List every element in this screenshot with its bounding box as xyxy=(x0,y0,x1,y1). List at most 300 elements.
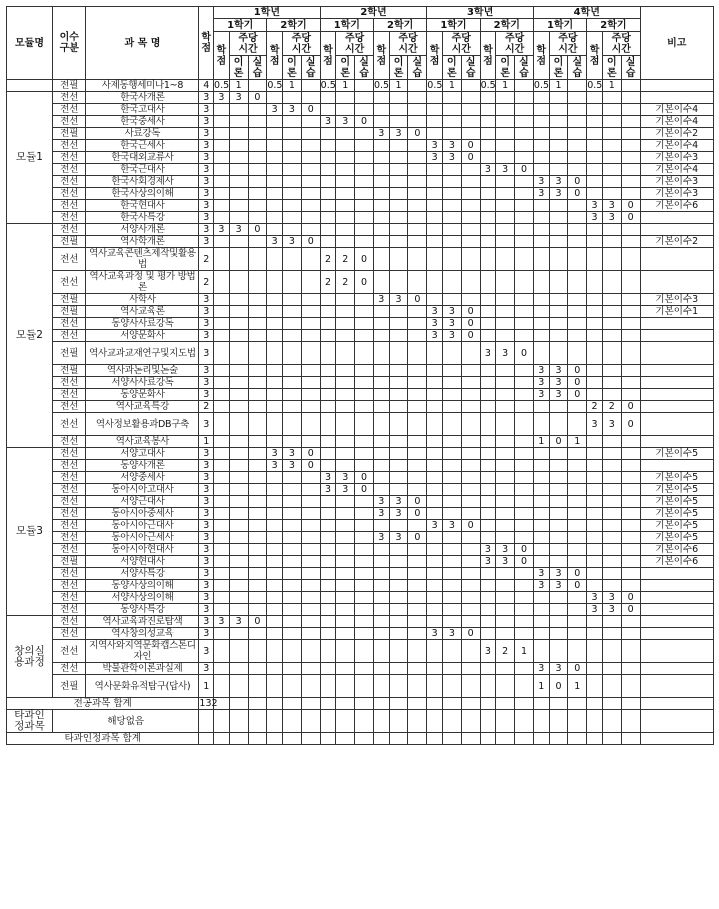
course-type: 전선 xyxy=(53,448,86,460)
credit-subheader: 학 점 xyxy=(480,32,496,80)
course-credits: 3 xyxy=(199,484,214,496)
semester-cell xyxy=(214,389,230,401)
semester-cell xyxy=(621,544,640,556)
semester-cell xyxy=(533,592,549,604)
semester-cell xyxy=(496,248,515,271)
semester-cell: 3 xyxy=(587,592,603,604)
semester-cell xyxy=(549,164,568,176)
empty-cell xyxy=(283,710,302,733)
semester-cell xyxy=(621,152,640,164)
semester-cell xyxy=(549,152,568,164)
semester-cell xyxy=(301,592,320,604)
course-note: 기본이수6 xyxy=(640,200,713,212)
semester-cell xyxy=(267,532,283,544)
semester-cell xyxy=(515,248,534,271)
semester-cell xyxy=(587,389,603,401)
semester-cell xyxy=(408,377,427,389)
course-name: 동양문화사 xyxy=(86,389,199,401)
semester-cell xyxy=(442,212,461,224)
semester-cell xyxy=(320,104,336,116)
semester-cell xyxy=(480,604,496,616)
semester-cell xyxy=(267,212,283,224)
semester-header: 1학기 xyxy=(214,19,267,32)
semester-cell xyxy=(515,616,534,628)
semester-cell xyxy=(373,306,389,318)
semester-cell xyxy=(602,556,621,568)
semester-cell xyxy=(373,248,389,271)
semester-cell: 3 xyxy=(389,532,408,544)
semester-cell xyxy=(389,377,408,389)
semester-cell xyxy=(568,80,587,92)
semester-cell xyxy=(515,663,534,675)
semester-cell: 0 xyxy=(549,436,568,448)
semester-cell xyxy=(229,330,248,342)
semester-cell xyxy=(229,520,248,532)
semester-cell: 3 xyxy=(389,508,408,520)
semester-cell: 0 xyxy=(621,200,640,212)
course-row xyxy=(7,556,714,568)
semester-cell xyxy=(336,342,355,365)
semester-cell xyxy=(248,248,267,271)
semester-cell: 2 xyxy=(496,640,515,663)
semester-cell xyxy=(427,236,443,248)
semester-cell xyxy=(355,164,374,176)
semester-cell xyxy=(336,568,355,580)
semester-cell xyxy=(496,484,515,496)
semester-cell xyxy=(587,628,603,640)
empty-cell xyxy=(283,733,302,745)
semester-cell xyxy=(267,472,283,484)
semester-cell: 3 xyxy=(373,532,389,544)
semester-cell xyxy=(248,128,267,140)
semester-cell xyxy=(267,248,283,271)
semester-cell xyxy=(496,236,515,248)
semester-cell xyxy=(549,556,568,568)
semester-cell xyxy=(621,306,640,318)
semester-cell xyxy=(568,448,587,460)
semester-cell xyxy=(301,640,320,663)
semester-cell xyxy=(408,164,427,176)
semester-cell xyxy=(248,271,267,294)
semester-cell xyxy=(408,306,427,318)
semester-cell xyxy=(267,389,283,401)
course-credits: 3 xyxy=(199,389,214,401)
semester-cell xyxy=(496,294,515,306)
course-note xyxy=(640,568,713,580)
semester-cell xyxy=(442,496,461,508)
semester-cell xyxy=(283,640,302,663)
course-credits: 3 xyxy=(199,377,214,389)
empty-cell xyxy=(442,698,461,710)
course-note: 기본이수5 xyxy=(640,472,713,484)
semester-cell xyxy=(408,224,427,236)
semester-cell xyxy=(587,152,603,164)
semester-cell xyxy=(283,472,302,484)
course-note xyxy=(640,592,713,604)
semester-cell xyxy=(480,200,496,212)
semester-cell xyxy=(355,224,374,236)
semester-cell: 3 xyxy=(533,568,549,580)
semester-cell xyxy=(587,484,603,496)
semester-cell xyxy=(229,152,248,164)
semester-cell: 3 xyxy=(427,628,443,640)
semester-cell xyxy=(389,436,408,448)
semester-cell xyxy=(301,342,320,365)
weekly-hours-subheader: 주당 시간 xyxy=(336,32,374,56)
semester-cell xyxy=(587,330,603,342)
semester-cell xyxy=(408,116,427,128)
semester-cell xyxy=(336,176,355,188)
empty-cell xyxy=(549,710,568,733)
semester-cell xyxy=(496,460,515,472)
semester-cell xyxy=(515,236,534,248)
empty-cell xyxy=(320,733,336,745)
semester-cell xyxy=(515,92,534,104)
course-note xyxy=(640,675,713,698)
semester-cell xyxy=(496,663,515,675)
semester-cell: 0.5 xyxy=(320,80,336,91)
semester-cell xyxy=(496,675,515,698)
empty-cell xyxy=(568,698,587,710)
semester-cell xyxy=(602,580,621,592)
semester-cell: 3 xyxy=(214,92,230,104)
semester-cell xyxy=(515,365,534,377)
course-name: 사학사 xyxy=(86,294,199,306)
empty-cell xyxy=(427,698,443,710)
course-credits: 3 xyxy=(199,236,214,248)
semester-cell xyxy=(373,663,389,675)
semester-cell xyxy=(442,460,461,472)
semester-cell xyxy=(283,496,302,508)
other-dept-total-label: 타과인정과목 합계 xyxy=(7,733,199,745)
semester-cell xyxy=(283,663,302,675)
semester-cell xyxy=(533,128,549,140)
semester-cell xyxy=(355,640,374,663)
credit-subheader: 학 점 xyxy=(427,32,443,80)
semester-cell: 2 xyxy=(336,271,355,294)
major-total-label: 전공과목 합계 xyxy=(7,698,199,710)
semester-cell xyxy=(389,628,408,640)
semester-cell: 3 xyxy=(336,116,355,128)
semester-cell xyxy=(621,318,640,330)
semester-cell xyxy=(229,544,248,556)
semester-cell: 3 xyxy=(602,604,621,616)
semester-cell xyxy=(389,176,408,188)
semester-cell xyxy=(496,224,515,236)
course-note: 기본이수6 xyxy=(640,544,713,556)
semester-header: 1학기 xyxy=(427,19,480,32)
semester-cell xyxy=(427,342,443,365)
course-credits: 3 xyxy=(199,212,214,224)
empty-cell xyxy=(336,733,355,745)
theory-subheader: 이 론 xyxy=(389,56,408,80)
course-name: 역사교육특강 xyxy=(86,401,199,413)
semester-cell xyxy=(587,188,603,200)
semester-cell xyxy=(336,330,355,342)
semester-cell: 1 xyxy=(568,675,587,698)
semester-cell xyxy=(515,413,534,436)
practice-subheader: 실 습 xyxy=(461,56,480,80)
semester-cell xyxy=(283,248,302,271)
course-credits: 3 xyxy=(199,176,214,188)
semester-cell xyxy=(336,460,355,472)
semester-cell xyxy=(442,556,461,568)
semester-cell xyxy=(355,318,374,330)
course-type: 전선 xyxy=(53,377,86,389)
semester-cell: 0 xyxy=(621,604,640,616)
course-credits: 3 xyxy=(199,568,214,580)
empty-cell xyxy=(248,733,267,745)
empty-cell xyxy=(533,710,549,733)
semester-cell xyxy=(408,568,427,580)
semester-cell xyxy=(373,116,389,128)
semester-cell xyxy=(320,377,336,389)
semester-cell xyxy=(336,616,355,628)
semester-cell xyxy=(229,342,248,365)
semester-cell xyxy=(568,294,587,306)
semester-cell xyxy=(267,271,283,294)
course-credits: 3 xyxy=(199,448,214,460)
semester-cell xyxy=(533,401,549,413)
course-credits: 1 xyxy=(199,436,214,448)
credit-subheader: 학 점 xyxy=(320,32,336,80)
semester-cell xyxy=(533,532,549,544)
semester-cell: 3 xyxy=(283,460,302,472)
course-note xyxy=(640,389,713,401)
course-row xyxy=(7,188,714,200)
semester-cell xyxy=(461,92,480,104)
empty-cell xyxy=(480,733,496,745)
semester-cell xyxy=(533,604,549,616)
semester-cell xyxy=(442,675,461,698)
semester-cell xyxy=(301,556,320,568)
semester-cell xyxy=(214,413,230,436)
semester-cell xyxy=(602,104,621,116)
semester-cell xyxy=(373,580,389,592)
course-note xyxy=(640,663,713,675)
semester-cell xyxy=(389,592,408,604)
course-row xyxy=(7,616,714,628)
semester-cell xyxy=(267,365,283,377)
course-name: 동양사상의이해 xyxy=(86,580,199,592)
semester-cell: 3 xyxy=(587,212,603,224)
semester-cell xyxy=(320,389,336,401)
semester-cell xyxy=(408,342,427,365)
semester-cell xyxy=(214,330,230,342)
semester-cell xyxy=(568,616,587,628)
semester-cell: 3 xyxy=(214,616,230,628)
semester-cell xyxy=(621,80,640,92)
course-name: 동아시아중세사 xyxy=(86,508,199,520)
semester-cell xyxy=(248,604,267,616)
semester-cell xyxy=(283,271,302,294)
semester-cell xyxy=(461,200,480,212)
semester-cell xyxy=(355,436,374,448)
semester-cell xyxy=(301,248,320,271)
empty-cell xyxy=(621,733,640,745)
semester-cell xyxy=(267,413,283,436)
semester-cell xyxy=(480,520,496,532)
semester-cell xyxy=(568,472,587,484)
course-row xyxy=(7,568,714,580)
semester-cell xyxy=(336,164,355,176)
semester-cell xyxy=(214,448,230,460)
course-credits: 3 xyxy=(199,580,214,592)
semester-cell xyxy=(480,271,496,294)
semester-cell xyxy=(389,140,408,152)
semester-cell xyxy=(442,236,461,248)
semester-cell xyxy=(515,306,534,318)
semester-cell xyxy=(480,212,496,224)
semester-cell: 3 xyxy=(373,294,389,306)
semester-cell xyxy=(602,663,621,675)
semester-cell xyxy=(214,592,230,604)
semester-cell: 2 xyxy=(320,271,336,294)
empty-cell xyxy=(533,733,549,745)
course-credits: 3 xyxy=(199,616,214,628)
semester-cell xyxy=(389,306,408,318)
semester-cell xyxy=(301,318,320,330)
semester-cell: 0 xyxy=(568,389,587,401)
semester-cell: 3 xyxy=(496,342,515,365)
semester-cell xyxy=(587,164,603,176)
practice-subheader: 실 습 xyxy=(301,56,320,80)
course-row xyxy=(7,401,714,413)
semester-cell xyxy=(587,472,603,484)
semester-cell xyxy=(533,460,549,472)
semester-cell xyxy=(336,200,355,212)
semester-cell xyxy=(549,496,568,508)
semester-cell xyxy=(442,92,461,104)
semester-cell xyxy=(320,520,336,532)
semester-cell xyxy=(389,365,408,377)
course-note xyxy=(640,401,713,413)
course-note xyxy=(640,80,713,92)
course-row xyxy=(7,92,714,104)
semester-cell: 0 xyxy=(355,271,374,294)
semester-cell xyxy=(248,342,267,365)
semester-cell xyxy=(515,401,534,413)
semester-cell xyxy=(621,176,640,188)
course-type: 전선 xyxy=(53,640,86,663)
course-credits: 3 xyxy=(199,318,214,330)
semester-cell: 3 xyxy=(549,377,568,389)
course-note: 기본이수4 xyxy=(640,116,713,128)
semester-cell xyxy=(602,568,621,580)
course-row xyxy=(7,460,714,472)
semester-cell xyxy=(373,484,389,496)
semester-cell xyxy=(408,544,427,556)
semester-cell: 0 xyxy=(621,212,640,224)
semester-cell: 3 xyxy=(389,294,408,306)
course-type: 전선 xyxy=(53,413,86,436)
semester-cell xyxy=(389,248,408,271)
semester-cell xyxy=(248,484,267,496)
semester-cell xyxy=(461,389,480,401)
credit-subheader: 학 점 xyxy=(267,32,283,80)
semester-cell xyxy=(442,436,461,448)
semester-cell xyxy=(214,675,230,698)
course-note xyxy=(640,436,713,448)
semester-cell xyxy=(408,448,427,460)
semester-cell xyxy=(442,294,461,306)
course-credits: 2 xyxy=(199,401,214,413)
semester-cell xyxy=(408,604,427,616)
year-1-header: 1학년 xyxy=(214,7,321,19)
semester-cell xyxy=(229,212,248,224)
semester-cell xyxy=(621,104,640,116)
course-name: 역사교육봉사 xyxy=(86,436,199,448)
semester-cell xyxy=(480,128,496,140)
module-header: 모듈명 xyxy=(7,7,53,80)
semester-cell xyxy=(355,532,374,544)
semester-cell xyxy=(549,448,568,460)
semester-cell xyxy=(621,675,640,698)
semester-cell xyxy=(587,294,603,306)
semester-cell xyxy=(515,604,534,616)
semester-cell xyxy=(496,389,515,401)
course-name: 사제동행세미나1~8 xyxy=(86,80,199,92)
semester-cell xyxy=(355,365,374,377)
course-note xyxy=(640,271,713,294)
semester-cell xyxy=(301,436,320,448)
empty-cell xyxy=(373,698,389,710)
semester-cell xyxy=(389,568,408,580)
semester-cell xyxy=(496,448,515,460)
course-note xyxy=(640,224,713,236)
empty-cell xyxy=(267,710,283,733)
course-type: 전선 xyxy=(53,212,86,224)
semester-cell xyxy=(442,271,461,294)
semester-cell xyxy=(568,128,587,140)
semester-cell xyxy=(568,342,587,365)
semester-cell xyxy=(320,556,336,568)
semester-cell xyxy=(283,401,302,413)
semester-cell xyxy=(549,128,568,140)
course-type: 전필 xyxy=(53,556,86,568)
semester-cell: 3 xyxy=(587,200,603,212)
practice-subheader: 실 습 xyxy=(621,56,640,80)
semester-cell: 0 xyxy=(408,508,427,520)
semester-cell xyxy=(621,628,640,640)
semester-cell xyxy=(267,675,283,698)
semester-cell xyxy=(248,318,267,330)
semester-cell xyxy=(442,616,461,628)
semester-cell xyxy=(373,152,389,164)
semester-cell: 1 xyxy=(533,675,549,698)
semester-cell: 0.5 xyxy=(373,80,390,91)
semester-cell: 3 xyxy=(602,592,621,604)
semester-cell xyxy=(408,616,427,628)
semester-cell xyxy=(621,520,640,532)
semester-cell xyxy=(533,152,549,164)
course-name: 동아시아근세사 xyxy=(86,532,199,544)
semester-cell xyxy=(461,448,480,460)
semester-cell xyxy=(283,318,302,330)
semester-cell xyxy=(480,616,496,628)
semester-cell xyxy=(587,224,603,236)
semester-cell xyxy=(214,365,230,377)
empty-cell xyxy=(355,710,374,733)
semester-cell xyxy=(515,176,534,188)
empty-cell xyxy=(408,698,427,710)
semester-cell xyxy=(214,628,230,640)
semester-cell xyxy=(621,164,640,176)
course-row xyxy=(7,508,714,520)
semester-cell xyxy=(602,365,621,377)
weekly-hours-subheader: 주당 시간 xyxy=(229,32,267,56)
semester-cell xyxy=(301,616,320,628)
